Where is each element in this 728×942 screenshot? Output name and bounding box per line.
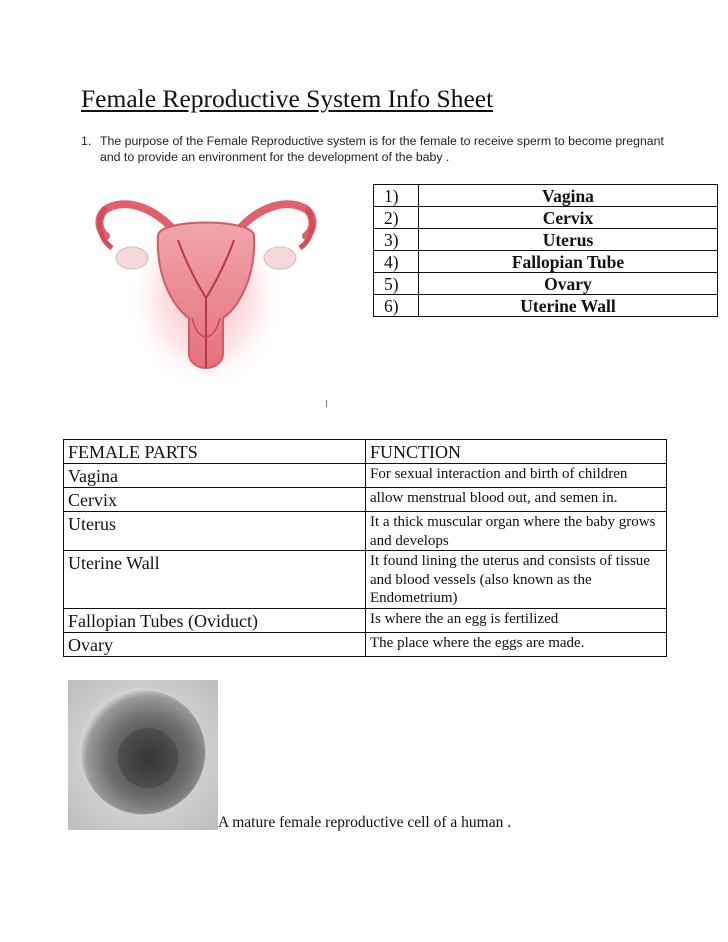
part-function: allow menstrual blood out, and semen in. [366, 488, 667, 512]
key-row [374, 273, 718, 295]
table-header-row [64, 440, 667, 464]
intro-paragraph [81, 133, 681, 165]
part-name: Vagina [64, 464, 366, 488]
key-row [374, 207, 718, 229]
key-part: Cervix [419, 207, 718, 229]
part-name: Uterine Wall [64, 551, 366, 609]
part-name: Uterus [64, 512, 366, 551]
intro-text: The purpose of the Female Reproductive system is for the female to receive sperm to become pregnant and to provide an environment for the development of the baby . [100, 134, 664, 164]
key-row [374, 251, 718, 273]
key-part: Vagina [419, 185, 718, 207]
table-row [64, 608, 667, 632]
key-number: 3) [374, 229, 419, 251]
part-name: Fallopian Tubes (Oviduct) [64, 608, 366, 632]
header-parts: FEMALE PARTS [64, 440, 366, 464]
table-row [64, 512, 667, 551]
table-row [64, 632, 667, 656]
table-row [64, 488, 667, 512]
part-function: Is where the an egg is fertilized [366, 608, 667, 632]
key-number: 1) [374, 185, 419, 207]
part-name: Ovary [64, 632, 366, 656]
header-function: FUNCTION [366, 440, 667, 464]
diagram-key-table [373, 184, 718, 317]
key-number: 2) [374, 207, 419, 229]
key-number: 5) [374, 273, 419, 295]
key-part: Fallopian Tube [419, 251, 718, 273]
part-name: Cervix [64, 488, 366, 512]
table-row [64, 464, 667, 488]
page-title: Female Reproductive System Info Sheet [81, 84, 494, 113]
part-function: It a thick muscular organ where the baby grows and develops [366, 512, 667, 551]
part-function: For sexual interaction and birth of children [366, 464, 667, 488]
key-part: Uterus [419, 229, 718, 251]
part-function: It found lining the uterus and consists of tissue and blood vessels (also known as the Endometrium) [366, 551, 667, 609]
divider-mark [326, 400, 327, 407]
key-row [374, 229, 718, 251]
table-row [64, 551, 667, 609]
intro-number: 1. [81, 134, 92, 148]
egg-caption: A mature female reproductive cell of a human . [218, 814, 512, 831]
parts-function-table [63, 439, 667, 657]
key-row [374, 295, 718, 317]
key-part: Ovary [419, 273, 718, 295]
egg-cell-micrograph-icon [68, 680, 218, 830]
part-function: The place where the eggs are made. [366, 632, 667, 656]
key-row [374, 185, 718, 207]
key-number: 6) [374, 295, 419, 317]
key-part: Uterine Wall [419, 295, 718, 317]
uterus-illustration-icon [88, 178, 324, 398]
key-number: 4) [374, 251, 419, 273]
